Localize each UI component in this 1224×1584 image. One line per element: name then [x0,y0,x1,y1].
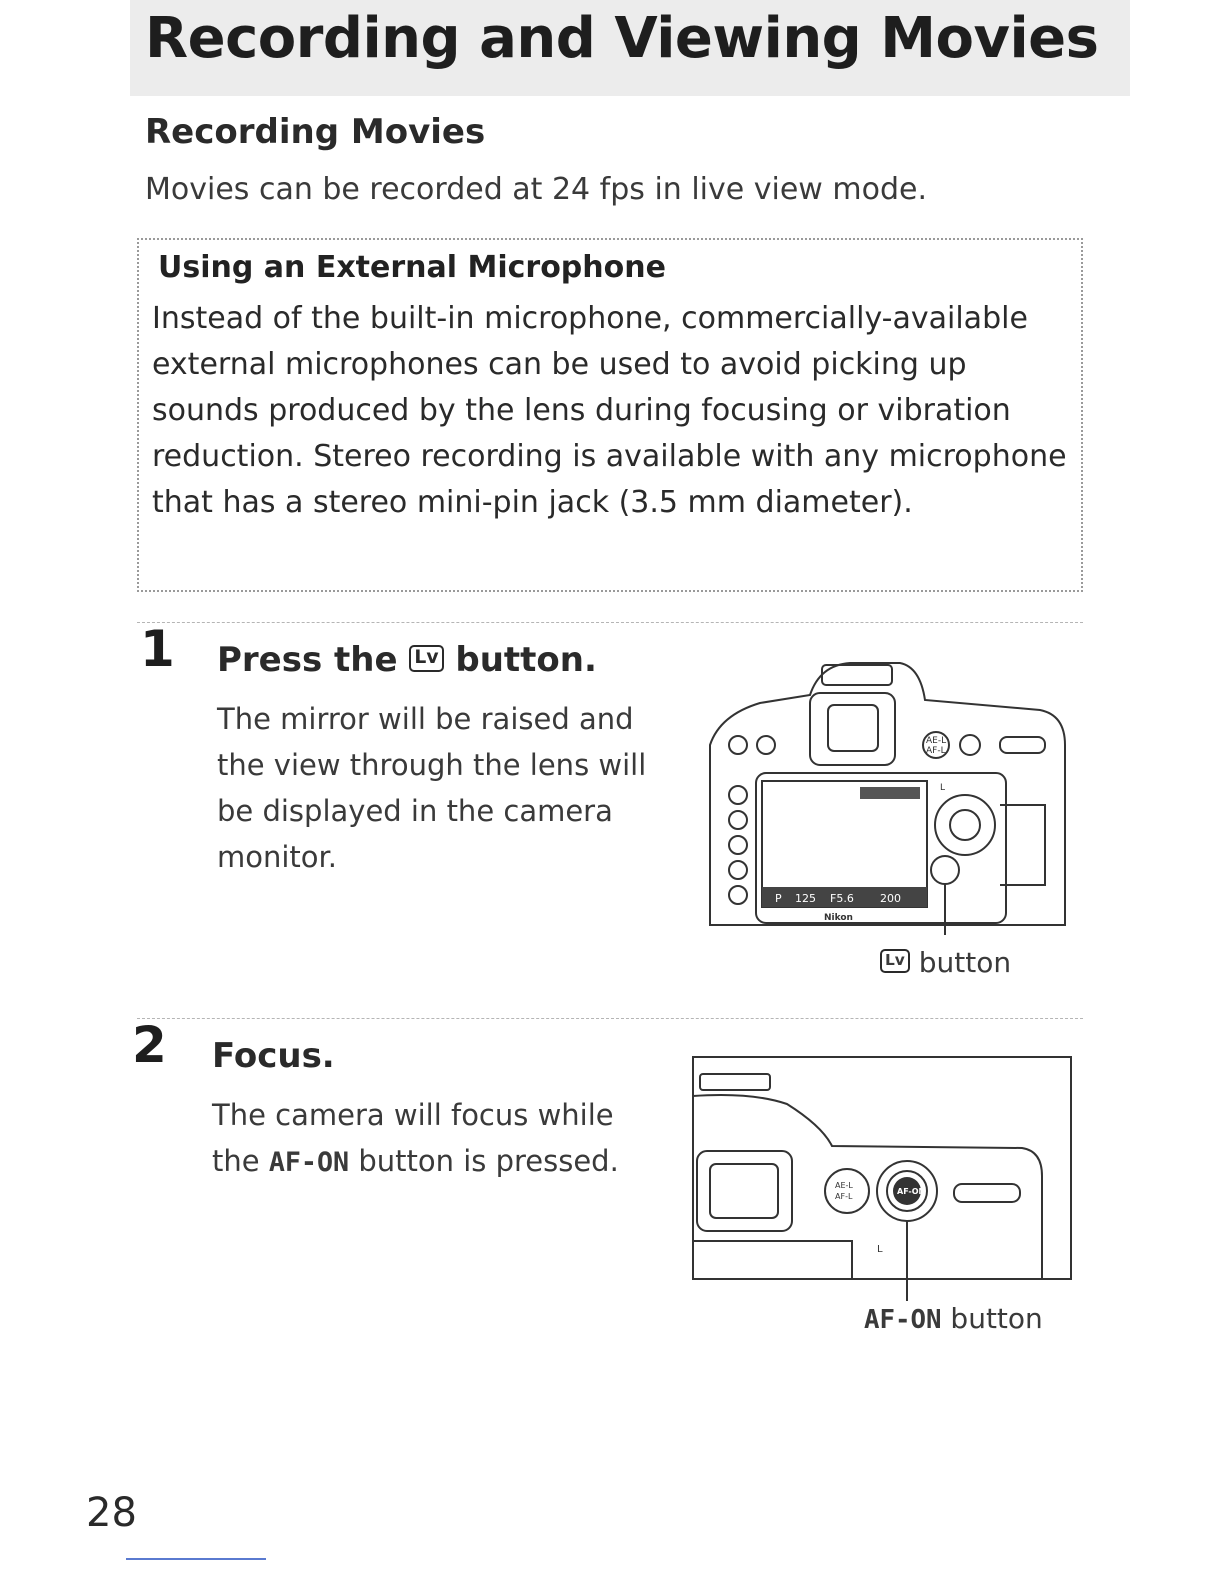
step-1-title [217,640,597,680]
fig1-l-mark: L [940,783,946,793]
fig1-mode: P [775,892,782,905]
note-body: Instead of the built-in microphone, commercially-available external microphones can be used to avoid picking up sounds produced by the lens during focusing or vibration reduction. Stereo recording is available with any microphone that has a stereo mini-pin jack (3.5 mm diameter). [152,301,1067,520]
footer-line [126,1558,266,1560]
fig1-iso: 200 [880,892,901,905]
fig1-shutter: 125 [795,892,816,905]
fig1-brand: Nikon [824,913,853,923]
divider [137,1018,1083,1019]
step-2-caption [864,1302,1043,1335]
step-2-number: 2 [132,1016,167,1074]
step-2-text-post: button is pressed. [358,1144,619,1178]
step-1-number: 1 [140,620,175,678]
step-2-text-pre: The camera will focus while the [212,1098,614,1178]
note-title: Using an External Microphone [158,250,666,285]
step-1-title-post: button. [455,640,597,680]
step-1-title-pre: Press the [217,640,398,680]
step-2-caption-text: button [950,1302,1043,1335]
step-2-text-bold: AF-ON [268,1147,350,1178]
step-1-caption-text: button [918,946,1012,979]
camera-back-illustration [700,655,1080,935]
page-title: Recording and Viewing Movies [145,6,1099,71]
fig2-l-mark: L [877,1244,883,1255]
section-heading: Recording Movies [145,112,486,152]
lv-caption-icon: Lv [880,949,910,972]
step-1-caption [880,946,1011,979]
camera-afon-illustration [692,1056,1072,1316]
step-2-text [212,1092,662,1186]
afon-caption-label: AF-ON [864,1305,942,1335]
fig1-af-l: AF-L [926,746,946,756]
divider [137,622,1083,623]
page-number: 28 [86,1490,137,1536]
fig2-ae-l: AE-L [835,1181,853,1190]
lv-button-icon: Lv [409,645,443,672]
fig1-aperture: F5.6 [830,892,854,905]
fig1-ae-l: AE-L [926,736,947,746]
intro-text: Movies can be recorded at 24 fps in live view mode. [145,172,927,207]
step-2-title: Focus. [212,1036,335,1076]
fig2-af-on: AF-ON [897,1187,926,1196]
step-1-text: The mirror will be raised and the view through the lens will be displayed in the camera monitor. [217,702,647,874]
fig2-af-l: AF-L [835,1192,853,1201]
